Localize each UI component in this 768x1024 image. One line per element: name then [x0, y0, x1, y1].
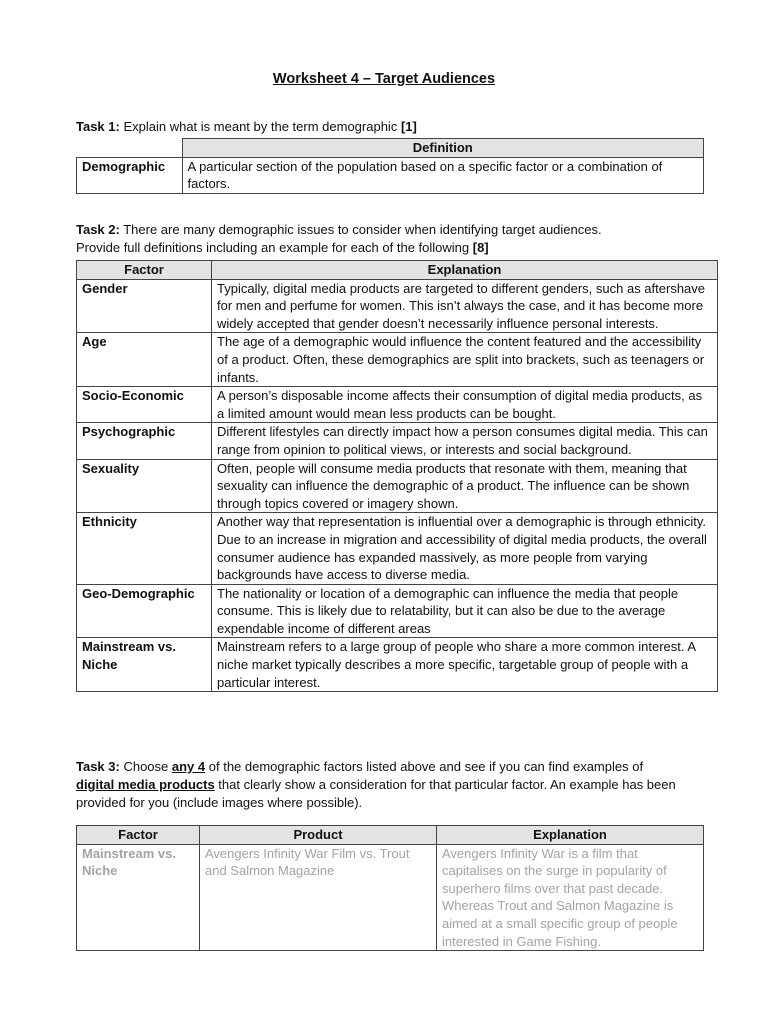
factor-name: Ethnicity [77, 513, 212, 584]
factor-name: Mainstream vs. Niche [77, 638, 212, 692]
factor-name: Gender [77, 279, 212, 333]
task3-header-factor: Factor [77, 826, 200, 845]
task3-text-1: Choose [119, 759, 172, 774]
factor-row [77, 459, 718, 513]
factor-name: Geo-Demographic [77, 584, 212, 638]
factor-name: Socio-Economic [77, 387, 212, 423]
task3-header-product: Product [200, 826, 437, 845]
factor-explanation: The age of a demographic would influence the content featured and the accessibility of a product. Often, these demographics are split into brackets, such as teenagers or infants. [212, 333, 718, 387]
factor-explanation: Typically, digital media products are targeted to different genders, such as aftershave for men and perfume for women. This isn’t always the case, and it has become more widely accepted that gender doesn’t necessarily influence personal interests. [212, 279, 718, 333]
factor-row [77, 513, 718, 584]
task3-example-explanation: Avengers Infinity War is a film that capitalises on the surge in popularity of superhero films over that past decade. Whereas Trout and Salmon Magazine is aimed at a small specific group of people interested in Game Fishing. [437, 844, 704, 951]
factor-row [77, 584, 718, 638]
task1-marks: [1] [400, 119, 417, 134]
task2-marks: [8] [472, 240, 489, 255]
factor-explanation: Often, people will consume media products that resonate with them, meaning that sexuality can influence the demographic of a product. The influence can be shown through topics covered or imagery shown. [212, 459, 718, 513]
factor-explanation: Mainstream refers to a large group of people who share a more common interest. A niche market typically describes a more specific, targetable group of people with a particular interest. [212, 638, 718, 692]
factor-explanation: Another way that representation is influential over a demographic is through ethnicity. Due to an increase in migration and accessibility of digital media products, the overall consumer audience has expanded massively, as more people from varying backgrounds have access to diverse media. [212, 513, 718, 584]
factor-row [77, 387, 718, 423]
task1-text: Explain what is meant by the term demographic [119, 119, 401, 134]
page-title: Worksheet 4 – Target Audiences [272, 71, 496, 87]
task3-underline-2: digital media products [76, 777, 215, 792]
factor-row [77, 333, 718, 387]
factor-name: Sexuality [77, 459, 212, 513]
task2-header-explanation: Explanation [212, 261, 718, 280]
task2-label: Task 2: [76, 222, 120, 237]
task3-prompt [76, 758, 716, 812]
task3-text-3: that clearly show a consideration for that particular factor. An example has been provided for you (include images where possible). [76, 777, 676, 810]
task2-line1: There are many demographic issues to consider when identifying target audiences. [119, 222, 602, 237]
factor-explanation: The nationality or location of a demographic can influence the media that people consume. This is likely due to relatability, but it can also be due to the average expendable income of different areas [212, 584, 718, 638]
factor-explanation: Different lifestyles can directly impact how a person consumes digital media. This can range from opinion to political views, or interests and social background. [212, 423, 718, 459]
task1-label: Task 1: [76, 119, 120, 134]
task3-header-explanation: Explanation [437, 826, 704, 845]
task3-label: Task 3: [76, 759, 120, 774]
factor-row [77, 279, 718, 333]
task2-header-factor: Factor [77, 261, 212, 280]
factor-row [77, 423, 718, 459]
task1-row-text: A particular section of the population based on a specific factor or a combination of factors. [182, 157, 704, 193]
task2-table [76, 260, 718, 692]
factor-explanation: A person’s disposable income affects their consumption of digital media products, as a limited amount would mean less products can be bought. [212, 387, 718, 423]
factor-name: Age [77, 333, 212, 387]
task2-line2: Provide full definitions including an example for each of the following [76, 240, 473, 255]
task1-table [76, 138, 704, 194]
task3-table [76, 825, 704, 951]
task2-prompt [76, 221, 716, 257]
task3-underline-1: any 4 [171, 759, 206, 774]
task3-example-factor: Mainstream vs. Niche [77, 844, 200, 951]
task3-example-product: Avengers Infinity War Film vs. Trout and Salmon Magazine [200, 844, 437, 951]
task3-text-2: of the demographic factors listed above and see if you can find examples of [205, 759, 644, 774]
task1-prompt [76, 118, 716, 136]
factor-name: Psychographic [77, 423, 212, 459]
task1-header: Definition [182, 139, 704, 158]
task1-row-label: Demographic [77, 157, 183, 193]
factor-row [77, 638, 718, 692]
